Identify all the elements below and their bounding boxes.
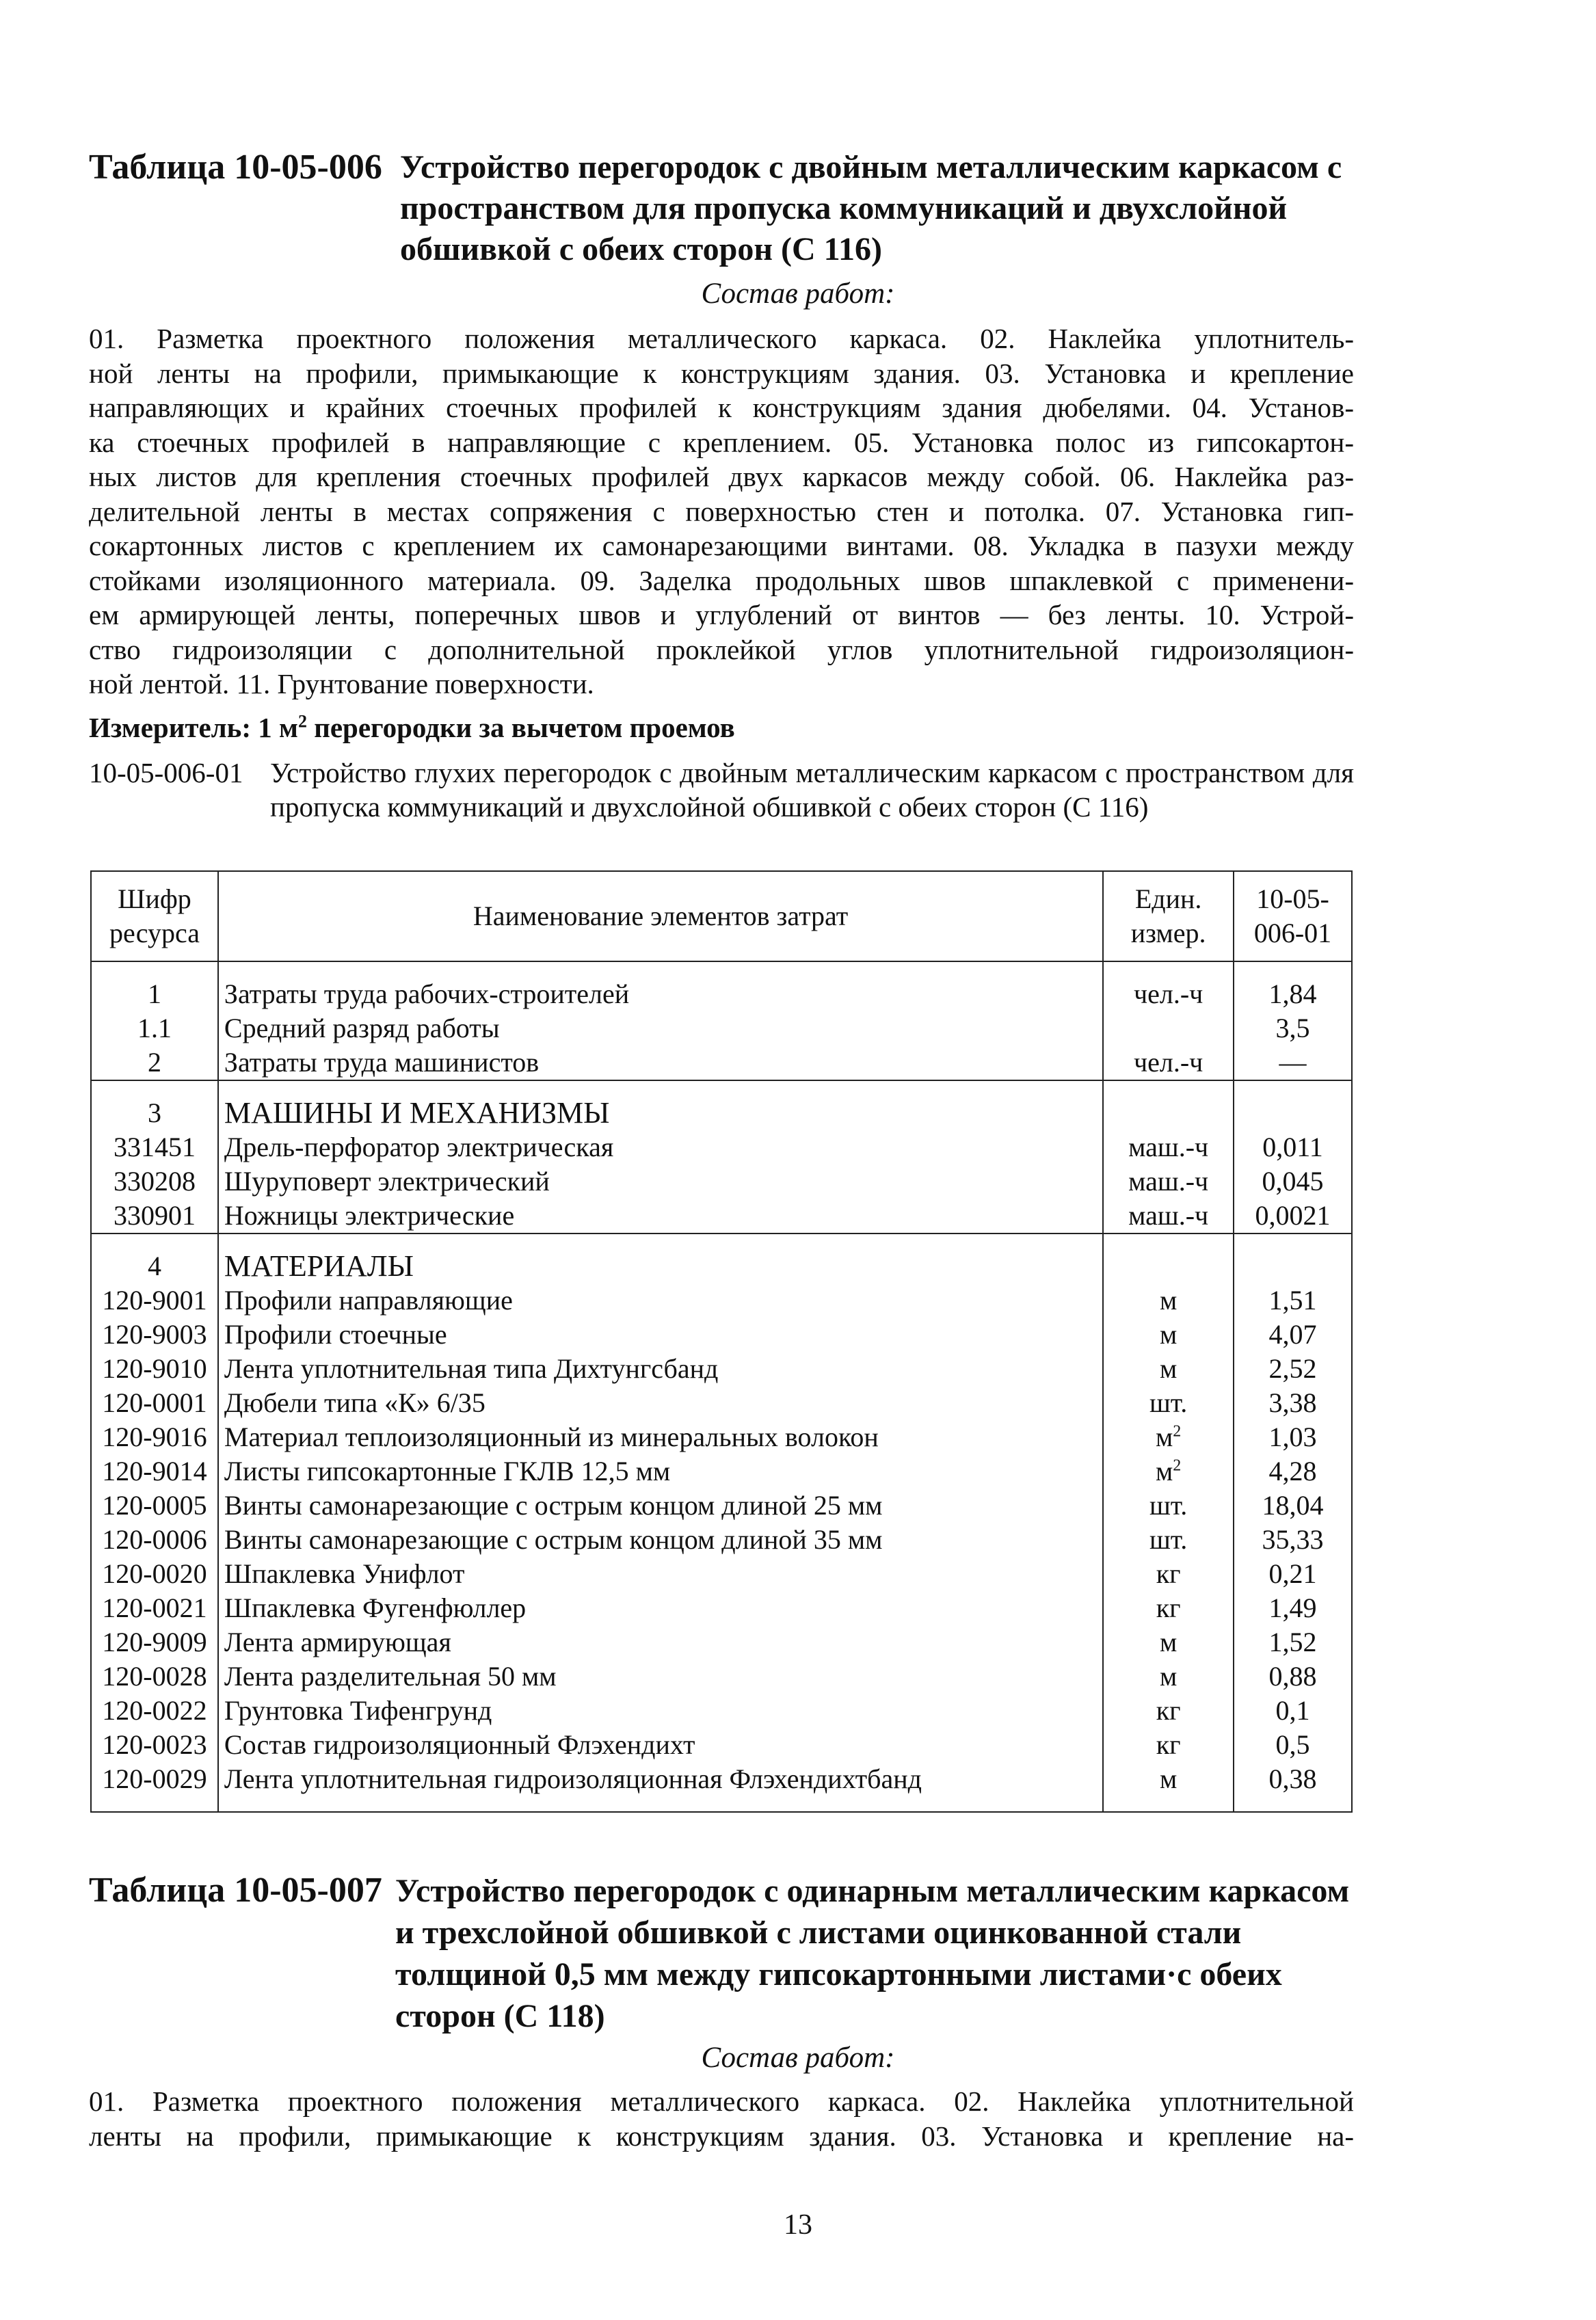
cell-name: Ножницы электрические [218, 1199, 1103, 1234]
cell-value [1234, 1249, 1352, 1283]
cell-value: 2,52 [1234, 1352, 1352, 1386]
cell-unit: $м^2$ [1103, 1454, 1234, 1489]
cell-value: 1,03 [1234, 1420, 1352, 1454]
cell-unit: чел.-ч [1103, 1045, 1234, 1080]
cell-code: 120-9014 [91, 1454, 218, 1489]
cell-unit [1103, 1011, 1234, 1045]
cell-name: МАШИНЫ И МЕХАНИЗМЫ [218, 1096, 1103, 1130]
cell-unit: м [1103, 1659, 1234, 1694]
cell-unit: $м^2$ [1103, 1420, 1234, 1454]
group-separator [91, 961, 1352, 977]
cell-code: 120-0021 [91, 1591, 218, 1625]
separator-cell [218, 961, 1103, 977]
table-row [91, 1283, 1352, 1318]
cell-value: 35,33 [1234, 1523, 1352, 1557]
cell-name: Лента армирующая [218, 1625, 1103, 1659]
table-row [91, 1523, 1352, 1557]
cell-unit: маш.-ч [1103, 1130, 1234, 1164]
table-row [91, 1352, 1352, 1386]
title-line: и трехслойной обшивкой с листами оцинкованной стали [395, 1915, 1242, 1951]
page-number: 13 [784, 2209, 812, 2241]
cell-name: Лента уплотнительная гидроизоляционная Флэхендихтбанд [218, 1762, 1103, 1796]
cell-value: 0,1 [1234, 1694, 1352, 1728]
cell-value: 1,52 [1234, 1625, 1352, 1659]
cell-code: 120-9009 [91, 1625, 218, 1659]
table-title: Устройство перегородок с двойным металлическим каркасом с пространством для пропуска коммуникаций и двухслойной обшивкой с обеих сторон (С 116) [400, 149, 1342, 267]
cell-value: 18,04 [1234, 1489, 1352, 1523]
cell-value: 0,0021 [1234, 1199, 1352, 1234]
table-row [91, 1557, 1352, 1591]
cell-code: 120-9016 [91, 1420, 218, 1454]
cell-unit: м [1103, 1283, 1234, 1318]
cell-unit: м [1103, 1625, 1234, 1659]
text-line: ем армирующей ленты, поперечных швов и углублений от винтов — без ленты. 10. Устрой- [89, 599, 1354, 630]
separator-cell [1234, 1080, 1352, 1096]
text-line: ство гидроизоляции с дополнительной проклейкой углов уплотнительной гидроизоляцион- [89, 633, 1354, 665]
cell-value: 0,21 [1234, 1557, 1352, 1591]
separator-cell [1234, 961, 1352, 977]
table-row [91, 1096, 1352, 1130]
table-row [91, 1045, 1352, 1080]
cell-value: 3,5 [1234, 1011, 1352, 1045]
composition-caption: Состав работ: [701, 2042, 895, 2074]
cell-code: 1.1 [91, 1011, 218, 1045]
text-line: ной лентой. 11. Грунтование поверхности. [89, 668, 594, 699]
table-label: Таблица 10-05-007 [89, 1871, 382, 1910]
cell-name: Винты самонарезающие с острым концом длиной 35 мм [218, 1523, 1103, 1557]
cell-name: Дюбели типа «К» 6/35 [218, 1386, 1103, 1420]
cell-unit: кг [1103, 1591, 1234, 1625]
cell-code: 331451 [91, 1130, 218, 1164]
cell-name: Дрель-перфоратор электрическая [218, 1130, 1103, 1164]
cell-name: Затраты труда рабочих-строителей [218, 977, 1103, 1011]
cell-unit: м [1103, 1762, 1234, 1796]
text-line: делительной ленты в местах сопряжения с поверхностью стен и потолка. 07. Установка гип- [89, 495, 1354, 527]
cell-value: 1,51 [1234, 1283, 1352, 1318]
title-line: сторон (С 118) [395, 1998, 605, 2034]
cell-unit: кг [1103, 1694, 1234, 1728]
cell-name: Материал теплоизоляционный из минеральных волокон [218, 1420, 1103, 1454]
cell-name: Средний разряд работы [218, 1011, 1103, 1045]
table-row [91, 1318, 1352, 1352]
table-row [91, 1762, 1352, 1796]
text-line: ленты на профили, примыкающие к конструкциям здания. 03. Установка и крепление на- [89, 2120, 1354, 2152]
table-row [91, 977, 1352, 1011]
cell-value: 0,5 [1234, 1728, 1352, 1762]
composition-caption: Состав работ: [701, 278, 895, 310]
norm-code: 10-05-006-01 [89, 757, 243, 788]
measure-line: Измеритель: 1 $м^2$ перегородки за вычетом проемов [89, 711, 735, 743]
cell-code: 120-0006 [91, 1523, 218, 1557]
table-row [91, 1164, 1352, 1199]
cell-value: 1,84 [1234, 977, 1352, 1011]
cell-code: 120-9010 [91, 1352, 218, 1386]
text-line: направляющих и крайних стоечных профилей к конструкциям здания дюбелями. 04. Установ- [89, 392, 1354, 423]
cell-name: Состав гидроизоляционный Флэхендихт [218, 1728, 1103, 1762]
cell-unit [1103, 1096, 1234, 1130]
separator-cell [91, 1796, 218, 1812]
table-row [91, 1625, 1352, 1659]
table-row [91, 1728, 1352, 1762]
table-row [91, 1694, 1352, 1728]
table-row [91, 1386, 1352, 1420]
separator-cell [91, 961, 218, 977]
table-row [91, 1011, 1352, 1045]
cell-unit: маш.-ч [1103, 1164, 1234, 1199]
header-unit: Един. измер. [1103, 871, 1234, 961]
cell-value: 3,38 [1234, 1386, 1352, 1420]
separator-cell [1234, 1234, 1352, 1249]
cell-name: Грунтовка Тифенгрунд [218, 1694, 1103, 1728]
cell-code: 330901 [91, 1199, 218, 1234]
group-separator [91, 1234, 1352, 1249]
cell-code: 120-9001 [91, 1283, 218, 1318]
cell-name: Шпаклевка Унифлот [218, 1557, 1103, 1591]
cell-unit: шт. [1103, 1523, 1234, 1557]
cell-unit: маш.-ч [1103, 1199, 1234, 1234]
cell-code: 120-0020 [91, 1557, 218, 1591]
cell-code: 2 [91, 1045, 218, 1080]
cell-value [1234, 1096, 1352, 1130]
separator-cell [91, 1234, 218, 1249]
table-row [91, 1420, 1352, 1454]
table-bottom [91, 1796, 1352, 1812]
text-line: ных листов для крепления стоечных профилей двух каркасов между собой. 06. Наклейка раз- [89, 461, 1354, 492]
cell-name: Шуруповерт электрический [218, 1164, 1103, 1199]
title-line: Устройство перегородок с одинарным металлическим каркасом [395, 1873, 1350, 1909]
cell-name: Лента разделительная 50 мм [218, 1659, 1103, 1694]
cell-unit: кг [1103, 1728, 1234, 1762]
title-line: толщиной 0,5 мм между гипсокартонными листами·с обеих [395, 1956, 1282, 1992]
text-line: ка стоечных профилей в направляющие с креплением. 05. Установка полос из гипсокартон- [89, 426, 1354, 458]
table-row [91, 1130, 1352, 1164]
table-row [91, 1199, 1352, 1234]
cell-code: 120-0023 [91, 1728, 218, 1762]
cell-value: 4,07 [1234, 1318, 1352, 1352]
separator-cell [218, 1234, 1103, 1249]
text-line: ной ленты на профили, примыкающие к конструкциям здания. 03. Установка и крепление [89, 357, 1354, 389]
cell-unit: шт. [1103, 1489, 1234, 1523]
cell-value: 0,045 [1234, 1164, 1352, 1199]
cell-unit: м [1103, 1318, 1234, 1352]
cell-unit: м [1103, 1352, 1234, 1386]
cell-code: 120-0029 [91, 1762, 218, 1796]
table-row [91, 1489, 1352, 1523]
table-row [91, 1249, 1352, 1283]
table-row [91, 1591, 1352, 1625]
header-name: Наименование элементов затрат [218, 871, 1103, 961]
table-row [91, 1454, 1352, 1489]
separator-cell [1103, 961, 1234, 977]
cell-name: Винты самонарезающие с острым концом длиной 25 мм [218, 1489, 1103, 1523]
text-line: 01. Разметка проектного положения металлического каркаса. 02. Наклейка уплотнитель- [89, 323, 1354, 354]
text-line: стойками изоляционного материала. 09. Заделка продольных швов шпаклевкой с применени- [89, 564, 1354, 596]
cell-value: 0,011 [1234, 1130, 1352, 1164]
cell-value: 0,38 [1234, 1762, 1352, 1796]
cell-name: Листы гипсокартонные ГКЛВ 12,5 мм [218, 1454, 1103, 1489]
cell-unit [1103, 1249, 1234, 1283]
cell-unit: чел.-ч [1103, 977, 1234, 1011]
cell-name: Профили направляющие [218, 1283, 1103, 1318]
cell-code: 120-0001 [91, 1386, 218, 1420]
resource-table [90, 870, 1353, 1813]
unit-superscript: 2 [1173, 1456, 1182, 1475]
separator-cell [218, 1080, 1103, 1096]
cell-name: Лента уплотнительная типа Дихтунгсбанд [218, 1352, 1103, 1386]
cell-code: 330208 [91, 1164, 218, 1199]
composition-text [89, 2084, 1354, 2153]
text-line: 01. Разметка проектного положения металлического каркаса. 02. Наклейка уплотнительной [89, 2085, 1354, 2117]
cell-value: — [1234, 1045, 1352, 1080]
table-row [91, 1659, 1352, 1694]
cell-code: 3 [91, 1096, 218, 1130]
text-line: сокартонных листов с креплением их самонарезающими винтами. 08. Укладка в пазухи между [89, 530, 1354, 561]
composition-text [89, 321, 1354, 702]
separator-cell [1103, 1234, 1234, 1249]
separator-cell [1234, 1796, 1352, 1812]
cell-name: Затраты труда машинистов [218, 1045, 1103, 1080]
table-title [395, 1870, 1353, 2037]
header-value: 10-05-006-01 [1234, 871, 1352, 961]
cell-unit: шт. [1103, 1386, 1234, 1420]
cell-code: 120-0022 [91, 1694, 218, 1728]
cell-code: 120-0028 [91, 1659, 218, 1694]
header-code: Шифр ресурса [91, 871, 218, 961]
cell-value: 4,28 [1234, 1454, 1352, 1489]
cell-name: Шпаклевка Фугенфюллер [218, 1591, 1103, 1625]
cell-value: 0,88 [1234, 1659, 1352, 1694]
group-separator [91, 1080, 1352, 1096]
cell-name: МАТЕРИАЛЫ [218, 1249, 1103, 1283]
cell-unit: кг [1103, 1557, 1234, 1591]
separator-cell [1103, 1080, 1234, 1096]
cell-code: 4 [91, 1249, 218, 1283]
unit-superscript: 2 [1173, 1422, 1182, 1441]
table-label: Таблица 10-05-006 [89, 148, 382, 187]
cell-value: 1,49 [1234, 1591, 1352, 1625]
cell-code: 120-0005 [91, 1489, 218, 1523]
separator-cell [91, 1080, 218, 1096]
cell-name: Профили стоечные [218, 1318, 1103, 1352]
separator-cell [218, 1796, 1103, 1812]
norm-text: Устройство глухих перегородок с двойным металлическим каркасом с пространством для пропуска коммуникаций и двухслойной обшивкой с обеих сторон (С 116) [270, 757, 1354, 823]
cell-code: 1 [91, 977, 218, 1011]
cell-code: 120-9003 [91, 1318, 218, 1352]
separator-cell [1103, 1796, 1234, 1812]
